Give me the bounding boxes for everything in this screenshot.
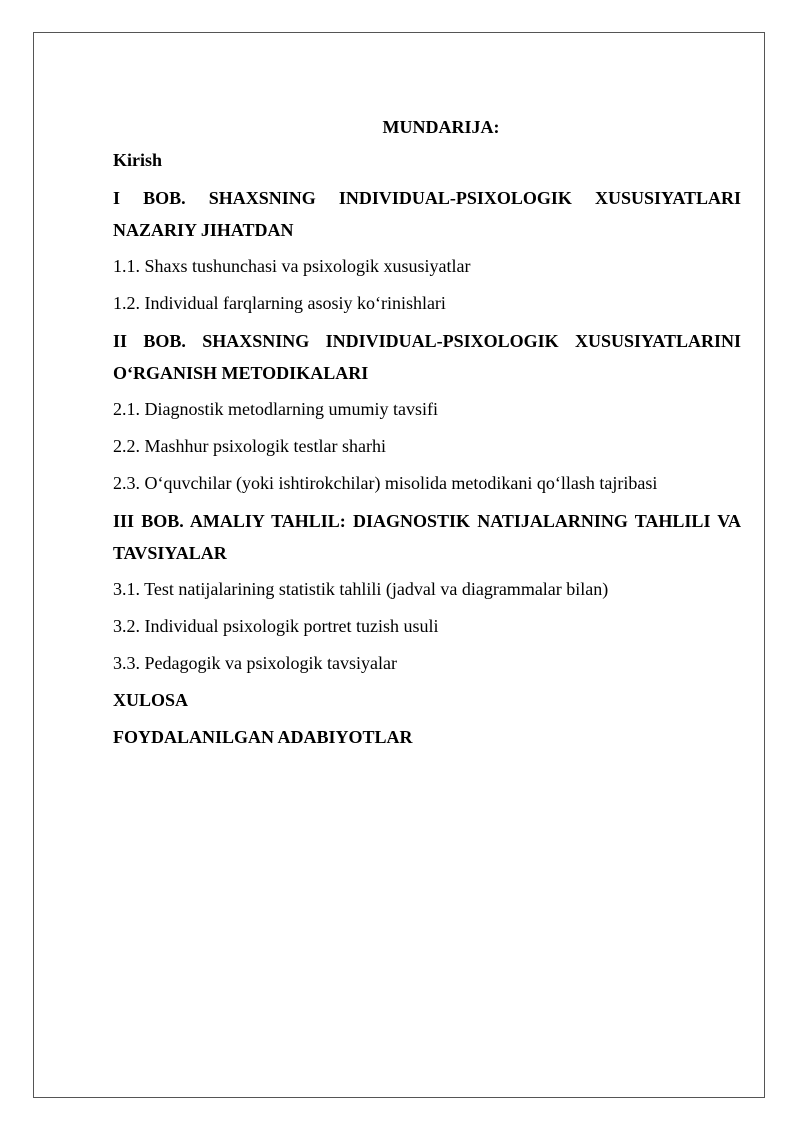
toc-entry-3-3: 3.3. Pedagogik va psixologik tavsiyalar xyxy=(113,653,397,673)
toc-entry-3-1: 3.1. Test natijalarining statistik tahlili (jadval va diagrammalar bilan) xyxy=(113,579,609,599)
toc-entry-3-2: 3.2. Individual psixologik portret tuzish usuli xyxy=(113,616,439,636)
toc-list xyxy=(113,142,741,756)
toc-entry-2-3: 2.3. O‘quvchilar (yoki ishtirokchilar) misolida metodikani qo‘llash tajribasi xyxy=(113,473,658,493)
toc-entry-2-2: 2.2. Mashhur psixologik testlar sharhi xyxy=(113,436,386,456)
toc-entry-chapter-1: I BOB. SHAXSNING INDIVIDUAL-PSIXOLOGIK XUSUSIYATLARI NAZARIY JIHATDAN xyxy=(113,188,741,240)
toc-entry-chapter-3: III BOB. AMALIY TAHLIL: DIAGNOSTIK NATIJALARNING TAHLILI VA TAVSIYALAR xyxy=(113,511,741,563)
document-body xyxy=(113,112,741,756)
toc-entry-chapter-2: II BOB. SHAXSNING INDIVIDUAL-PSIXOLOGIK XUSUSIYATLARINI O‘RGANISH METODIKALARI xyxy=(113,331,741,383)
toc-entry-1-1: 1.1. Shaxs tushunchasi va psixologik xususiyatlar xyxy=(113,256,471,276)
toc-entry-references: FOYDALANILGAN ADABIYOTLAR xyxy=(113,727,413,747)
toc-title: MUNDARIJA: xyxy=(382,117,500,137)
toc-entry-2-1: 2.1. Diagnostik metodlarning umumiy tavsifi xyxy=(113,399,438,419)
toc-entry-1-2: 1.2. Individual farqlarning asosiy ko‘rinishlari xyxy=(113,293,446,313)
toc-entry-conclusion: XULOSA xyxy=(113,690,189,710)
toc-entry-introduction: Kirish xyxy=(113,150,163,170)
